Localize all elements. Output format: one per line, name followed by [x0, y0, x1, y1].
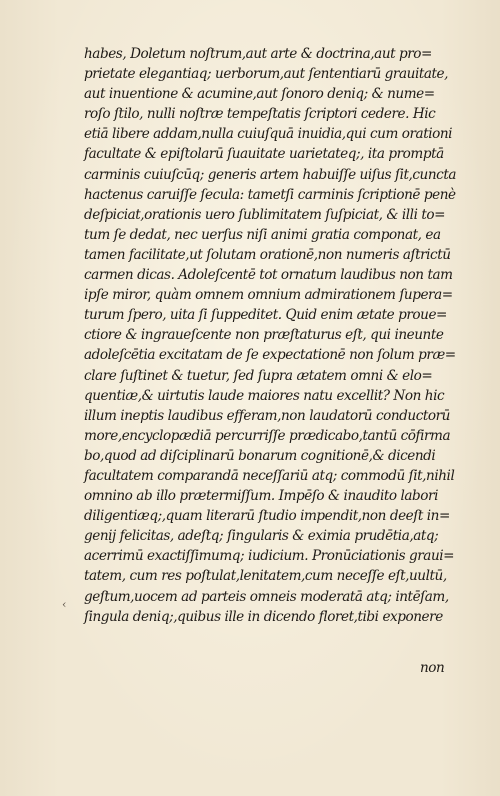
text-line: ipſe miror, quàm omnem omnium admirationem ſupera= — [84, 287, 453, 304]
text-line: bo,quod ad diſciplinarū bonarum cognitionē,& dicendi — [84, 447, 436, 464]
margin-mark: ‹ — [62, 598, 67, 611]
text-line: carmen dicas. Adoleſcentē tot ornatum laudibus non tam — [84, 267, 453, 284]
text-line: roſo ſtilo, nulli noſtræ tempeſtatis ſcriptori cedere. Hic — [84, 106, 436, 123]
text-line: geſtum,uocem ad parteis omneis moderatā atq; intēſam, — [84, 588, 449, 605]
text-line: etiā libere addam,nulla cuiuſquā inuidia,qui cum orationi — [84, 126, 453, 143]
text-line: ctiore & ingraueſcente non præſtaturus eſt, qui ineunte — [84, 327, 444, 344]
text-line: quentiæ,& uirtutis laude maiores natu excellit? Non hic — [84, 387, 445, 404]
catchword: non — [420, 660, 445, 676]
text-line: illum ineptis laudibus efferam,non laudatorū conductorū — [84, 407, 450, 424]
text-line: acerrimū exactiſſimumq; iudicium. Pronūciationis graui= — [84, 548, 455, 565]
body-text — [84, 44, 462, 627]
text-line: tum ſe dedat, nec uerſus niſi animi gratia componat, ea — [84, 226, 441, 243]
text-line: tatem, cum res poſtulat,lenitatem,cum neceſſe eſt,uultū, — [84, 568, 447, 585]
text-line: omnino ab illo prætermiſſum. Impēſo & inaudito labori — [84, 488, 438, 505]
text-line: ſingula deniq;,quibus ille in dicendo floret,tibi exponere — [84, 608, 443, 625]
text-line: diligentiæq;,quam literarū ſtudio impendit,non deeſt in= — [84, 508, 450, 525]
text-line: facultatem comparandā neceſſariū atq; commodū ſit,nihil — [84, 467, 455, 484]
text-line: deſpiciat,orationis uero ſublimitatem ſuſpiciat, & illi to= — [84, 206, 446, 223]
text-line: habes, Doletum noſtrum,aut arte & doctrina,aut pro= — [84, 46, 432, 62]
text-line: more,encyclopædiā percurriſſe prædicabo,tantū cōfirma — [84, 427, 451, 444]
text-line: prietate elegantiaq; uerborum,aut ſententiarū grauitate, — [84, 66, 448, 83]
text-line: genij felicitas, adeſtq; ſingularis & eximia prudētia,atq; — [84, 528, 439, 545]
text-line: clare ſuſtinet & tuetur, ſed ſupra ætatem omni & elo= — [84, 367, 433, 384]
text-line: facultate & epiſtolarū ſuauitate uarietateq;, ita promptā — [84, 146, 444, 163]
text-line: carminis cuiuſcūq; generis artem habuiſſe uiſus ſit,cuncta — [84, 166, 456, 183]
text-line: adoleſcētia excitatam de ſe expectationē non ſolum præ= — [84, 347, 456, 364]
text-line: tamen facilitate,ut ſolutam orationē,non numeris aſtrictū — [84, 246, 451, 263]
text-line: aut inuentione & acumine,aut ſonoro deniq; & nume= — [84, 86, 435, 103]
text-line: hactenus caruiſſe ſecula: tametſi carminis ſcriptionē penè — [84, 186, 456, 203]
text-line: turum ſpero, uita ſi ſuppeditet. Quid enim ætate proue= — [84, 307, 447, 324]
